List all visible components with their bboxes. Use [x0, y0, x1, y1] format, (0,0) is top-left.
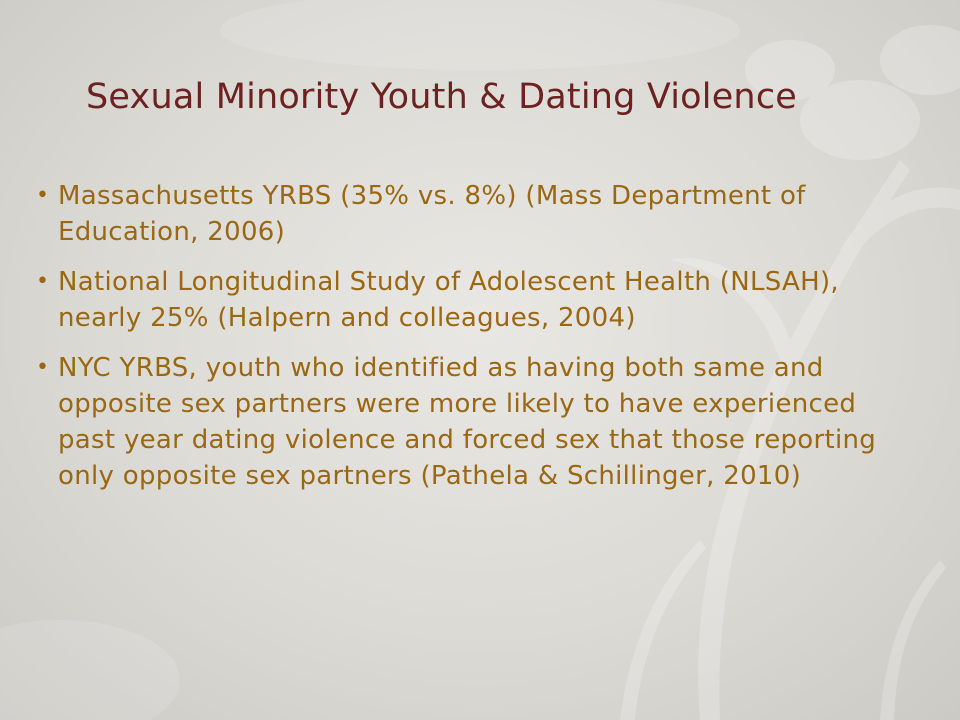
bullet-text: National Longitudinal Study of Adolescent Health (NLSAH), nearly 25% (Halpern and colleagues, 2004): [58, 267, 839, 333]
bullet-item: [32, 350, 912, 494]
bullet-marker: •: [36, 183, 50, 208]
bullet-list: [32, 178, 912, 508]
slide-title: Sexual Minority Youth & Dating Violence: [86, 77, 797, 117]
bullet-item: [32, 264, 912, 336]
bullet-text: Massachusetts YRBS (35% vs. 8%) (Mass Department of Education, 2006): [58, 181, 806, 247]
bullet-text: NYC YRBS, youth who identified as having both same and opposite sex partners were more likely to have experienced past year dating violence and forced sex that those reporting only opposite sex partners (Pathela & Schillinger, 2010): [58, 353, 877, 491]
bullet-item: [32, 178, 912, 250]
bullet-marker: •: [36, 355, 50, 380]
bullet-marker: •: [36, 269, 50, 294]
